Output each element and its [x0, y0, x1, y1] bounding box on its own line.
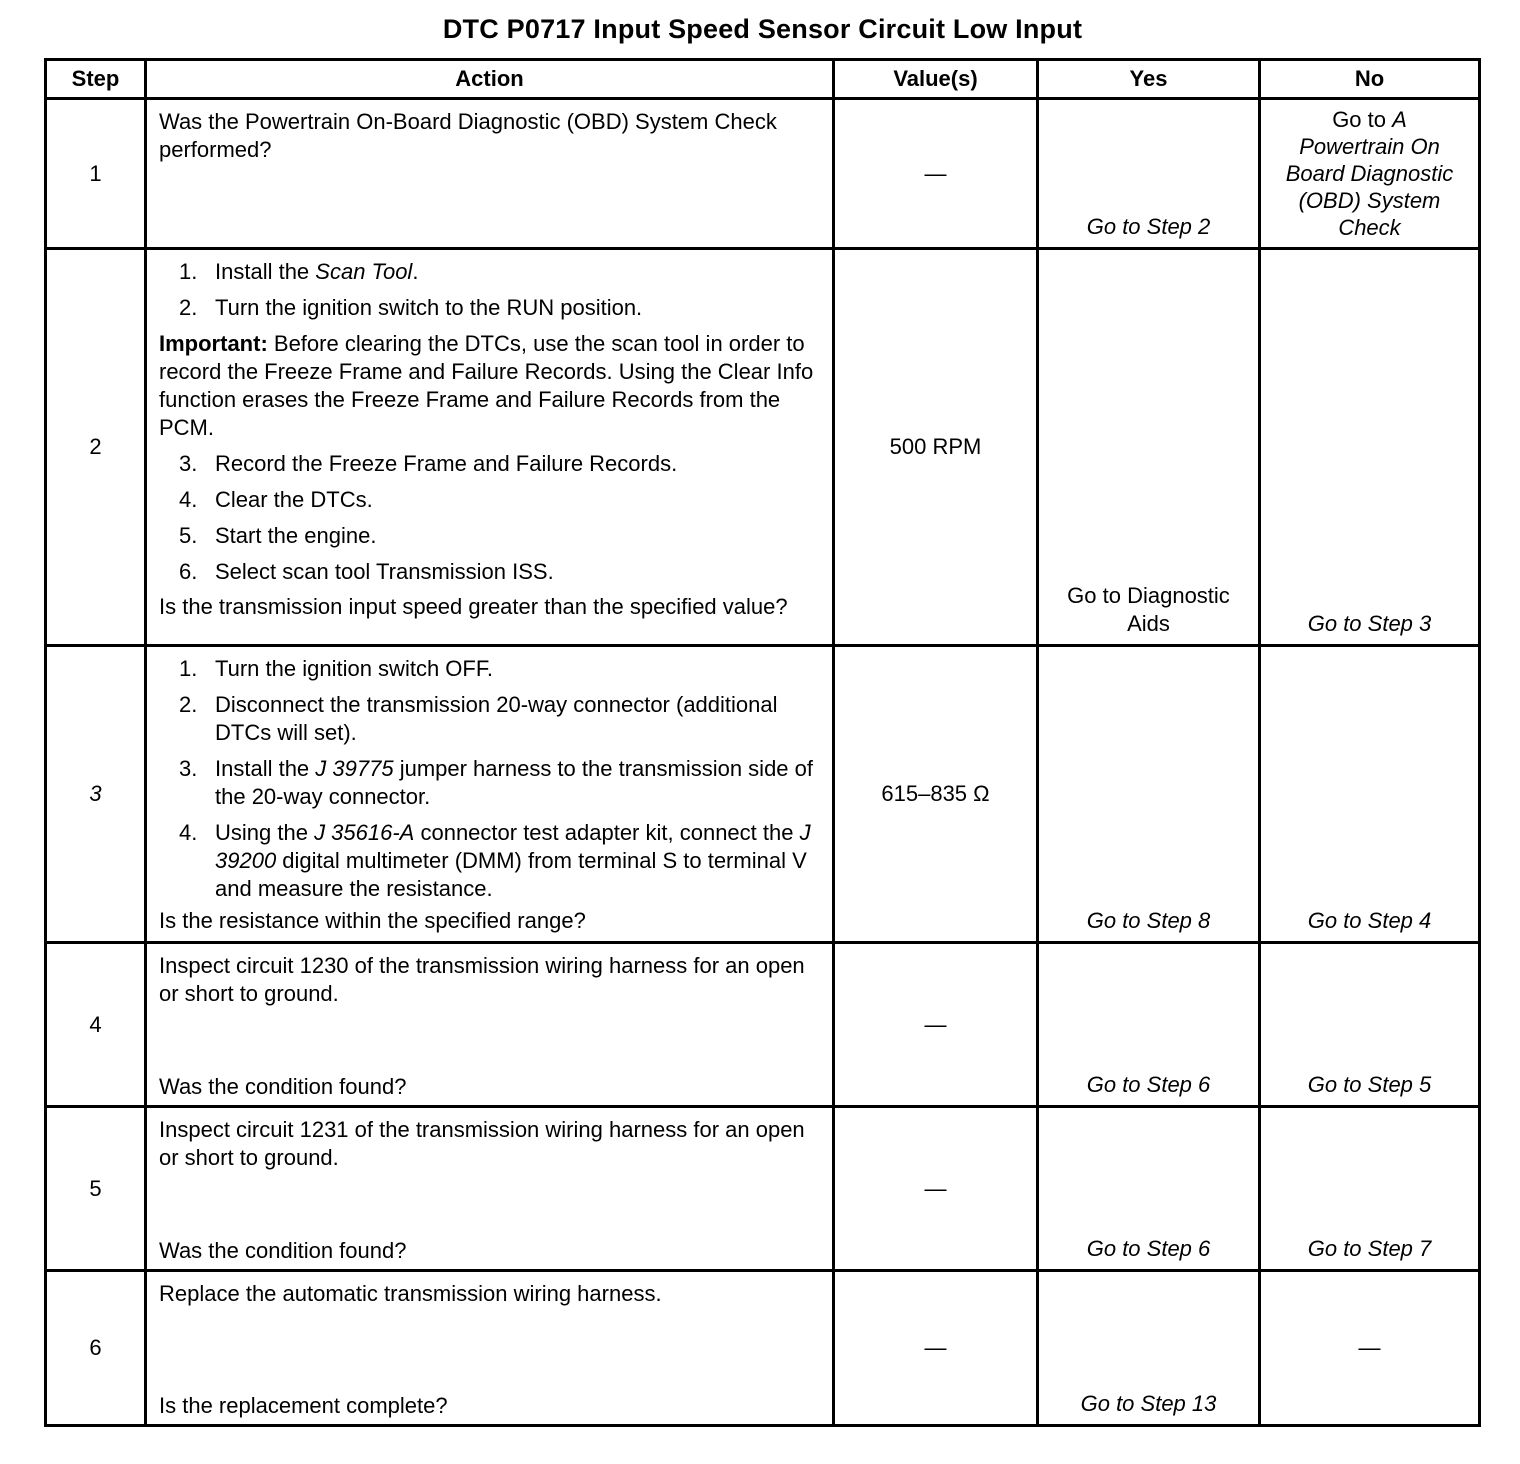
table-row — [46, 646, 1480, 943]
action-cell — [146, 99, 834, 249]
action-step: 1. Install the Scan Tool. — [179, 259, 419, 284]
action-step: 3. Record the Freeze Frame and Failure Records. — [179, 451, 678, 476]
step-number: 1 — [46, 99, 146, 249]
value-cell: — — [834, 1107, 1038, 1271]
action-step: 5. Start the engine. — [179, 523, 377, 548]
table-row — [46, 943, 1480, 1107]
action-cell — [146, 249, 834, 646]
yes-cell: Go to Step 8 — [1038, 646, 1260, 943]
header-no: No — [1260, 60, 1480, 99]
action-question: Is the transmission input speed greater than the specified value? — [159, 594, 788, 619]
step-number: 6 — [46, 1271, 146, 1426]
action-step: 1. Turn the ignition switch OFF. — [179, 656, 493, 681]
tool-name: J 39200 — [215, 820, 811, 873]
step-number: 2 — [46, 249, 146, 646]
table-row — [46, 99, 1480, 249]
yes-cell: Go to Diagnostic Aids — [1038, 249, 1260, 646]
no-cell: Go to Step 5 — [1260, 943, 1480, 1107]
action-text: Inspect circuit 1230 of the transmission wiring harness for an open or short to ground. — [159, 953, 805, 1006]
action-step: 6. Select scan tool Transmission ISS. — [179, 559, 554, 584]
value-cell: — — [834, 99, 1038, 249]
header-values: Value(s) — [834, 60, 1038, 99]
tool-name: J 39775 — [315, 756, 394, 781]
no-ref: A — [1392, 107, 1407, 132]
action-text: Was the Powertrain On-Board Diagnostic (OBD) System Check performed? — [159, 109, 777, 162]
no-cell: — — [1260, 1271, 1480, 1426]
tool-name: Scan Tool — [315, 259, 413, 284]
no-cell: Go to Step 4 — [1260, 646, 1480, 943]
header-action: Action — [146, 60, 834, 99]
no-rest: Powertrain On Board Diagnostic (OBD) System Check — [1285, 134, 1454, 240]
yes-cell: Go to Step 6 — [1038, 1107, 1260, 1271]
no-cell: Go to Step 7 — [1260, 1107, 1480, 1271]
table-row — [46, 1107, 1480, 1271]
step-number: 3 — [46, 646, 146, 943]
action-cell — [146, 943, 834, 1107]
value-cell: 615–835 Ω — [834, 646, 1038, 943]
yes-cell: Go to Step 13 — [1038, 1271, 1260, 1426]
no-cell — [1260, 99, 1480, 249]
tool-name: J 35616-A — [314, 820, 415, 845]
page-title: DTC P0717 Input Speed Sensor Circuit Low Input — [442, 14, 1083, 44]
important-label: Important: — [159, 331, 268, 356]
action-question: Was the condition found? — [159, 1074, 407, 1099]
no-prefix: Go to — [1332, 107, 1393, 132]
action-question: Is the replacement complete? — [159, 1393, 448, 1418]
action-question: Was the condition found? — [159, 1238, 407, 1263]
action-text: Replace the automatic transmission wiring harness. — [159, 1281, 662, 1306]
value-cell: — — [834, 1271, 1038, 1426]
table-row — [46, 249, 1480, 646]
diagnostic-table — [44, 58, 1481, 1427]
no-cell: Go to Step 3 — [1260, 249, 1480, 646]
action-cell — [146, 1271, 834, 1426]
action-cell — [146, 1107, 834, 1271]
value-cell: — — [834, 943, 1038, 1107]
header-step: Step — [46, 60, 146, 99]
action-step: 4. Clear the DTCs. — [179, 487, 373, 512]
yes-cell: Go to Step 2 — [1038, 99, 1260, 249]
yes-cell: Go to Step 6 — [1038, 943, 1260, 1107]
value-cell: 500 RPM — [834, 249, 1038, 646]
action-step: 3. Install the J 39775 jumper harness to the transmission side of the 20-way connector. — [179, 756, 813, 809]
step-number: 4 — [46, 943, 146, 1107]
action-step: 2. Turn the ignition switch to the RUN position. — [179, 295, 643, 320]
header-yes: Yes — [1038, 60, 1260, 99]
action-cell — [146, 646, 834, 943]
step-number: 5 — [46, 1107, 146, 1271]
table-row — [46, 1271, 1480, 1426]
action-step: 4. Using the J 35616-A connector test adapter kit, connect the J 39200 digital multimeter (DMM) from terminal S to terminal V and measure the resistance. — [179, 820, 811, 901]
action-question: Is the resistance within the specified range? — [159, 908, 586, 933]
action-step: 2. Disconnect the transmission 20-way connector (additional DTCs will set). — [179, 692, 778, 745]
action-text: Inspect circuit 1231 of the transmission wiring harness for an open or short to ground. — [159, 1117, 805, 1170]
header-row — [46, 60, 1480, 99]
important-note: Important: Before clearing the DTCs, use the scan tool in order to record the Freeze Frame and Failure Records. Using the Clear Info function erases the Freeze Frame and Failure Records from the PCM. — [159, 331, 814, 440]
